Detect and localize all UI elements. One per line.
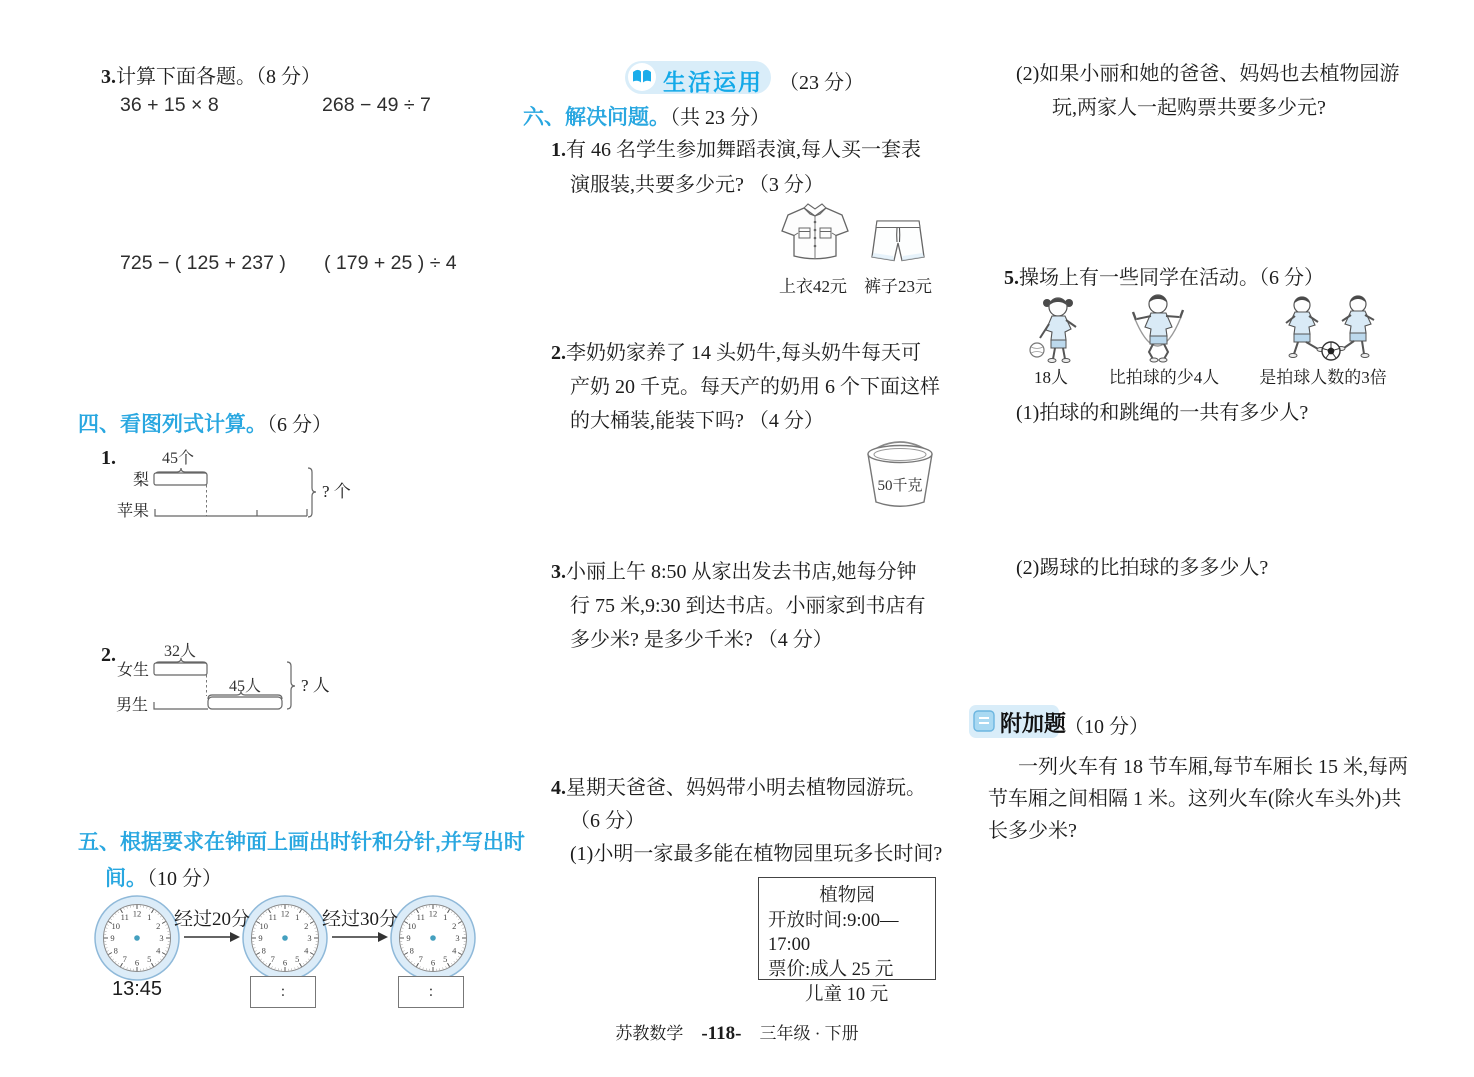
- svg-text:1: 1: [443, 911, 448, 922]
- start-time-label: 13:45: [112, 978, 163, 1000]
- garden-child-price: 儿童 10 元: [805, 985, 889, 1005]
- svg-text:12: 12: [132, 908, 142, 919]
- question-4-part2: (2)如果小丽和她的爸爸、妈妈也去植物园游 玩,两家人一起购票共要多少元?: [1016, 63, 1400, 119]
- diagram1-row1-label: 梨: [132, 472, 149, 489]
- diagram1-number: 1.: [101, 447, 116, 469]
- svg-text:4: 4: [156, 945, 161, 956]
- boys-playing-soccer-illustration: [1274, 292, 1386, 364]
- svg-text:2: 2: [156, 920, 161, 931]
- svg-text:10: 10: [259, 920, 269, 931]
- svg-text:9: 9: [406, 933, 411, 943]
- svg-text:3: 3: [307, 933, 312, 943]
- diagram2-top-value: 32人: [163, 643, 197, 660]
- section4-title: 四、看图列式计算。（6 分）: [78, 413, 332, 436]
- svg-text:8: 8: [409, 945, 414, 956]
- bar-diagram-girls-boys: [105, 641, 360, 717]
- section5-title-line1: 五、根据要求在钟面上画出时针和分针,并写出时: [78, 831, 525, 854]
- right-brace: [287, 662, 295, 709]
- svg-text:4: 4: [304, 945, 309, 956]
- time-answer-box-1[interactable]: :: [250, 976, 316, 1008]
- garden-open-hours: 开放时间:9:00—17:00: [768, 911, 899, 955]
- svg-text:7: 7: [122, 954, 127, 965]
- svg-text:11: 11: [416, 911, 425, 922]
- boys-bar-line: [154, 702, 208, 709]
- svg-text:1: 1: [147, 911, 152, 922]
- svg-text:11: 11: [120, 911, 129, 922]
- diagram1-top-value: 45个: [161, 450, 195, 467]
- bucket-capacity-label: 50千克: [877, 478, 923, 494]
- shirt-illustration: [779, 202, 851, 268]
- girls-bar: [154, 663, 207, 675]
- bonus-question-score: （10 分）: [1064, 716, 1149, 738]
- elapsed-label-1: 经过20分: [173, 909, 250, 930]
- garden-adult-price: 票价:成人 25 元: [768, 960, 894, 980]
- svg-text:2: 2: [452, 920, 457, 931]
- diagram1-question: ? 个: [322, 482, 351, 501]
- diagram1-row2-label: 苹果: [116, 503, 149, 520]
- bucket-illustration: [858, 438, 942, 512]
- book-icon: [628, 63, 656, 91]
- shorts-illustration: [869, 215, 927, 267]
- bonus-question-text: 一列火车有 18 节车厢,每节车厢长 15 米,每两 节车厢之间相隔 1 米。这列火车(除火车头外)共 长多少米?: [988, 756, 1408, 842]
- question-5-sub2: (2)踢球的比拍球的多多少人?: [1016, 557, 1269, 579]
- right-brace: [308, 468, 316, 517]
- bar-diagram-pears-apples: [105, 446, 360, 526]
- svg-text:5: 5: [443, 954, 448, 965]
- svg-text:12: 12: [280, 908, 290, 919]
- svg-text:3: 3: [455, 933, 460, 943]
- footer-volume: 三年级 · 下册: [759, 1024, 859, 1043]
- ball-bouncing-caption: 18人: [1034, 368, 1068, 387]
- girl-bouncing-ball-illustration: [1026, 294, 1086, 364]
- diagram2-number: 2.: [101, 644, 116, 666]
- rope-jumping-caption: 比拍球的少4人: [1108, 368, 1220, 387]
- notebook-icon: [972, 709, 996, 733]
- svg-text:7: 7: [418, 954, 423, 965]
- question-3: 3.小丽上午 8:50 从家出发去书店,她每分钟 行 75 米,9:30 到达书店。小丽家到书店有 多少米? 是多少千米? （4 分）: [551, 561, 926, 651]
- expression-3: 725 − ( 125 + 237 ): [120, 252, 286, 274]
- soccer-caption: 是拍球人数的3倍: [1259, 368, 1387, 387]
- question-2: 2.李奶奶家养了 14 头奶牛,每头奶牛每天可 产奶 20 千克。每天产的奶用 6 个下面这样 的大桶装,能装下吗? （4 分）: [551, 342, 940, 432]
- svg-text:9: 9: [258, 933, 263, 943]
- svg-text:9: 9: [110, 933, 115, 943]
- badge-icon-circle: [628, 63, 656, 91]
- svg-text:1: 1: [295, 911, 300, 922]
- page-footer: [0, 1019, 1474, 1045]
- life-application-label: 生活运用: [663, 69, 763, 95]
- pear-bar: [154, 473, 207, 485]
- svg-text:6: 6: [134, 957, 140, 968]
- garden-sign-title: 植物园: [819, 886, 875, 906]
- svg-text:7: 7: [270, 954, 275, 965]
- arrow-right-icon: [332, 930, 388, 944]
- svg-text:2: 2: [304, 920, 309, 931]
- svg-text:6: 6: [282, 957, 288, 968]
- q3-number: 3.: [101, 66, 116, 88]
- svg-text:12: 12: [428, 908, 438, 919]
- question-5-sub1: (1)拍球的和跳绳的一共有多少人?: [1016, 402, 1309, 424]
- boy-jumping-rope-illustration: [1118, 292, 1198, 364]
- bonus-question-label: 附加题: [1000, 711, 1067, 736]
- expression-1: 36 + 15 × 8: [120, 94, 219, 116]
- svg-text:5: 5: [147, 954, 152, 965]
- life-application-score: （23 分）: [779, 72, 864, 94]
- footer-book-title: 苏教数学: [615, 1024, 684, 1043]
- arrow-right-icon: [184, 930, 240, 944]
- svg-text:3: 3: [159, 933, 164, 943]
- diagram2-mid-value: 45人: [228, 678, 262, 695]
- svg-text:4: 4: [452, 945, 457, 956]
- footer-page-number: -118-: [701, 1023, 742, 1044]
- shorts-price-caption: 裤子23元: [864, 277, 932, 296]
- svg-text:8: 8: [261, 945, 266, 956]
- shirt-price-caption: 上衣42元: [779, 277, 847, 296]
- diagram2-row1-label: 女生: [116, 662, 149, 679]
- section6-title: 六、解决问题。（共 23 分）: [523, 106, 770, 129]
- question-5: 5.操场上有一些同学在活动。（6 分）: [1004, 267, 1324, 289]
- q3-calc-title: 3.计算下面各题。（8 分）: [101, 66, 321, 88]
- expression-4: ( 179 + 25 ) ÷ 4: [324, 252, 457, 274]
- svg-text:11: 11: [268, 911, 277, 922]
- svg-text:10: 10: [407, 920, 417, 931]
- expression-2: 268 − 49 ÷ 7: [322, 94, 431, 116]
- svg-text:5: 5: [295, 954, 300, 965]
- svg-text:8: 8: [113, 945, 118, 956]
- apple-bar-line: [155, 509, 307, 516]
- diagram2-question: ? 人: [301, 676, 330, 695]
- diagram2-row2-label: 男生: [115, 697, 148, 714]
- svg-text:10: 10: [111, 920, 121, 931]
- question-1: 1.有 46 名学生参加舞蹈表演,每人买一套表 演服装,共要多少元? （3 分）: [551, 139, 921, 196]
- section5-title-line2: 间。（10 分）: [105, 867, 222, 890]
- elapsed-label-2: 经过30分: [321, 909, 398, 930]
- time-answer-box-2[interactable]: :: [398, 976, 464, 1008]
- question-4: 4.星期天爸爸、妈妈带小明去植物园游玩。 （6 分） (1)小明一家最多能在植物园里玩多长时间?: [551, 777, 943, 865]
- svg-text:6: 6: [430, 957, 436, 968]
- boys-bar: [208, 697, 282, 709]
- botanical-garden-sign: [758, 877, 936, 1005]
